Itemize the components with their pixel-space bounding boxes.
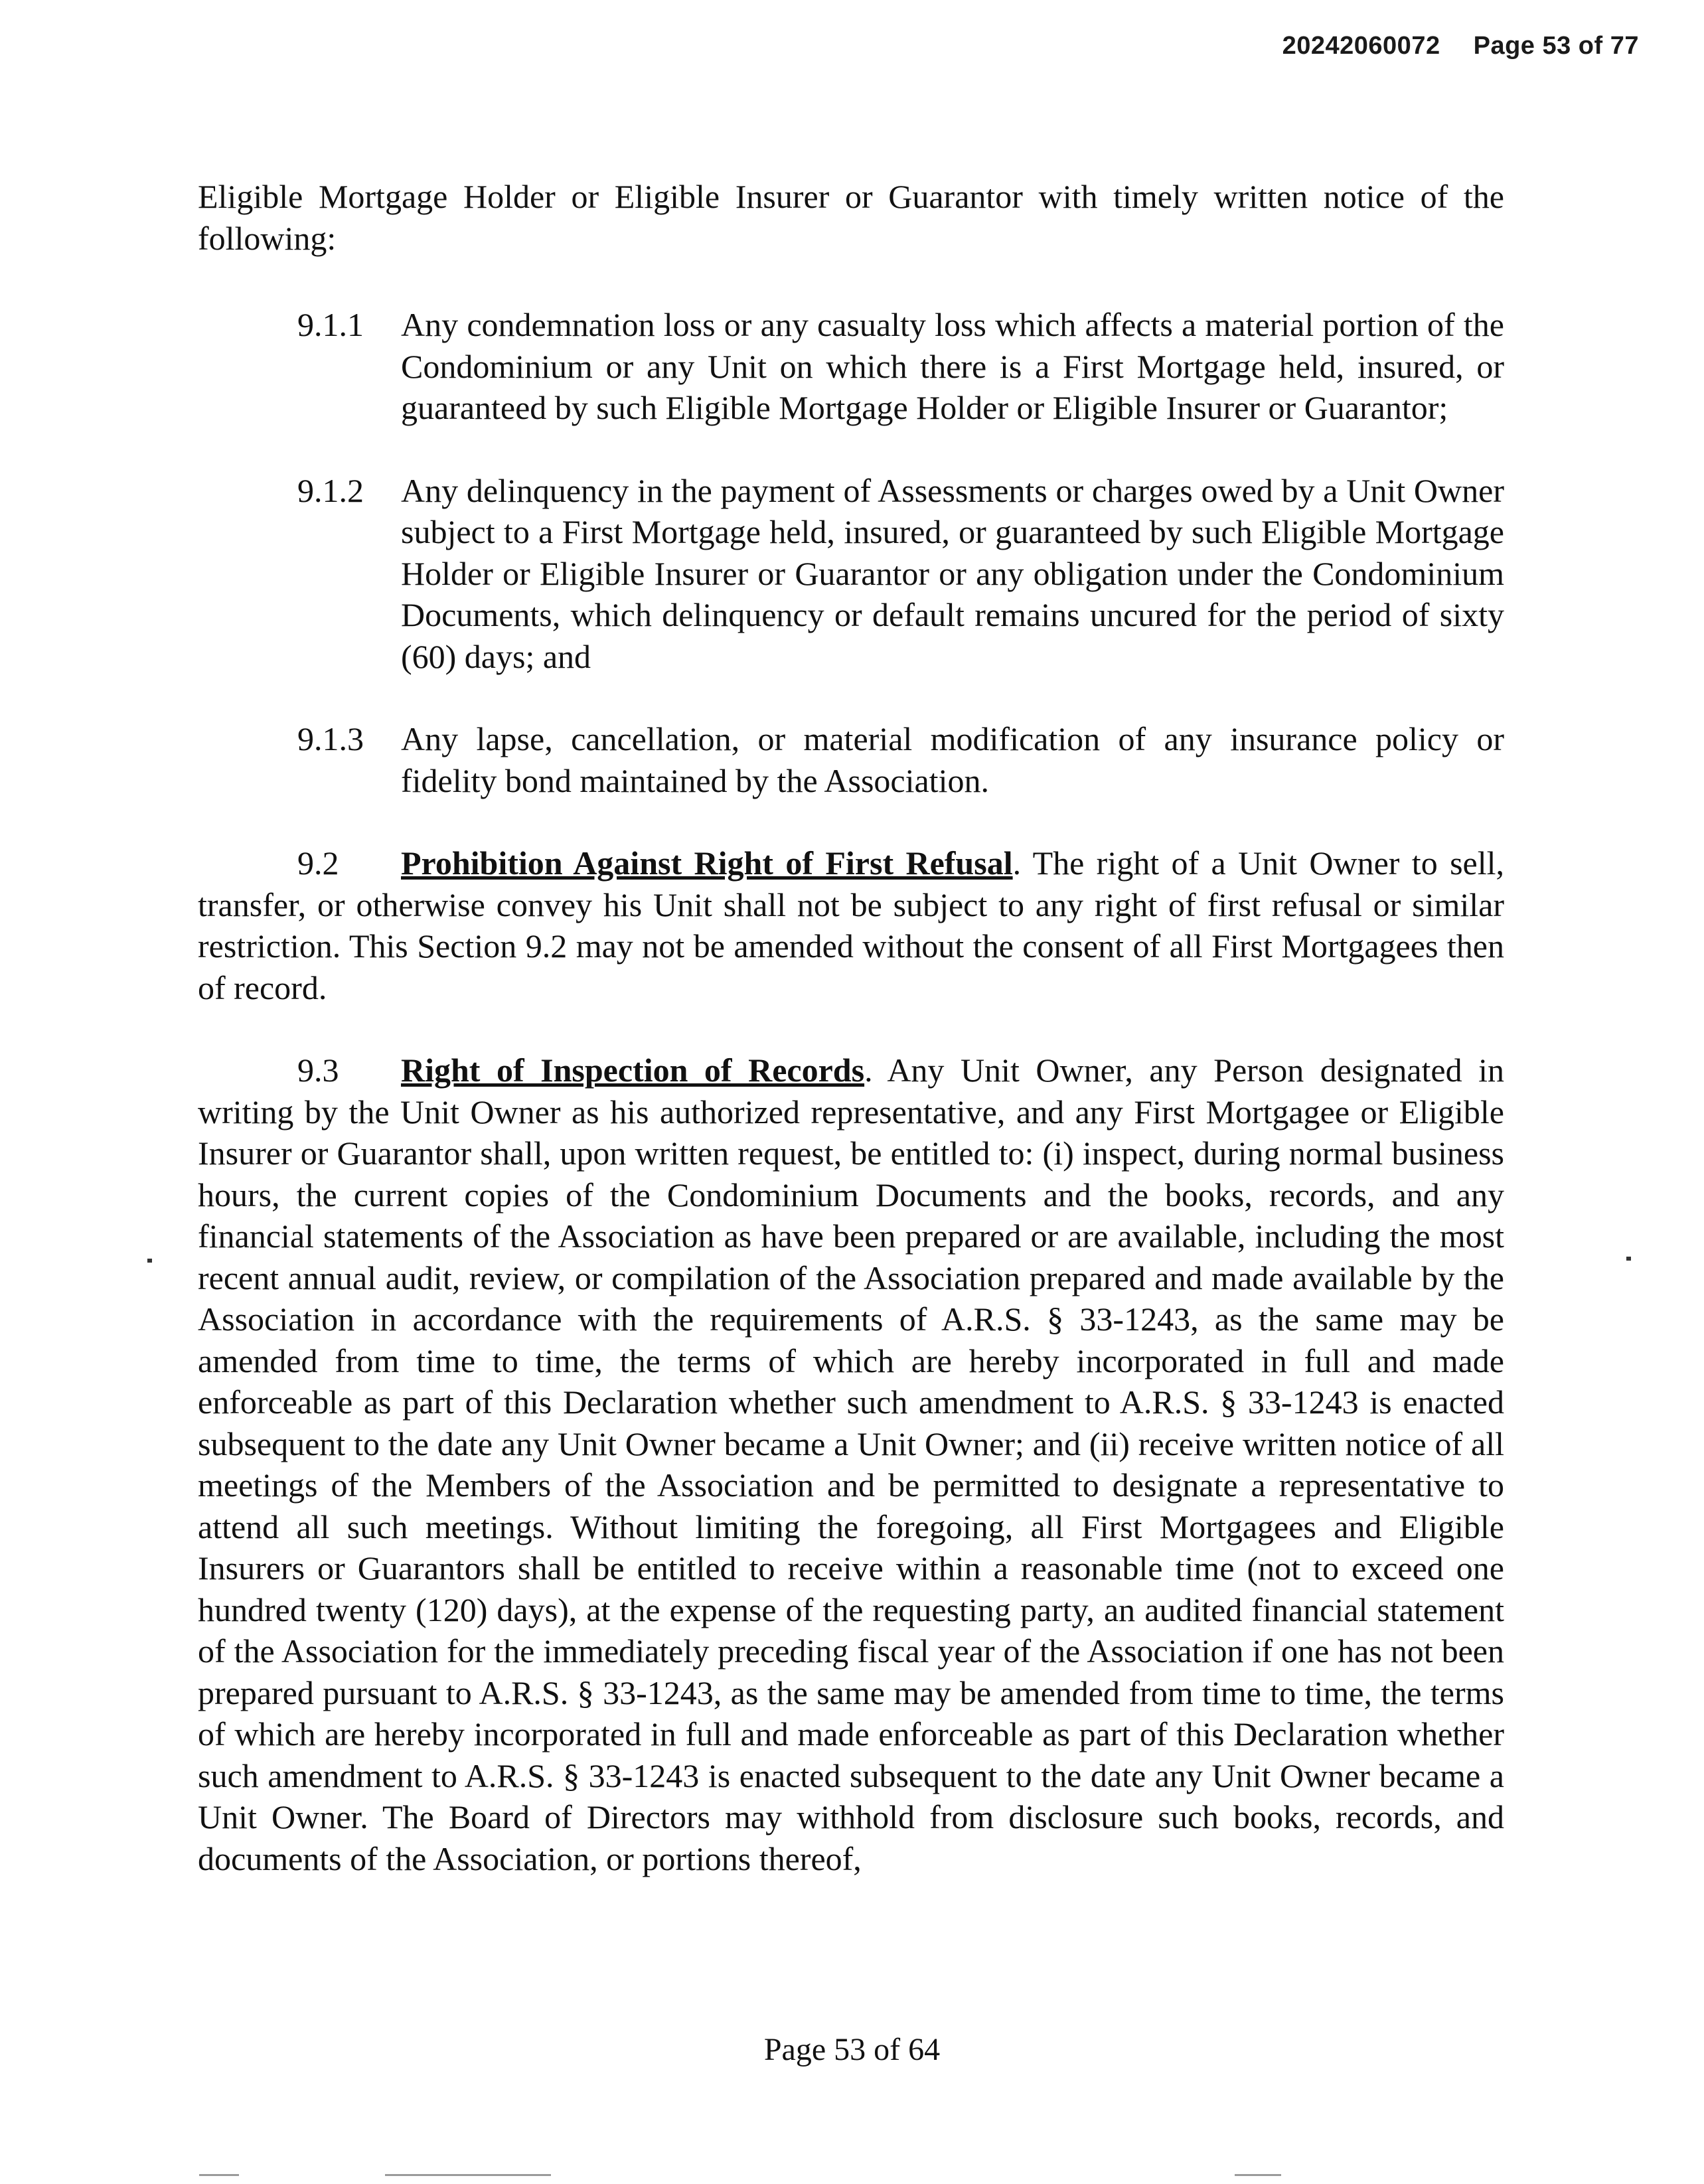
section-number: 9.3 [297, 1052, 339, 1089]
page-footer: Page 53 of 64 [763, 2032, 941, 2067]
section-heading: Right of Inspection of Records [401, 1052, 865, 1089]
scan-artifact [199, 2174, 239, 2176]
subsection-number: 9.1.1 [297, 306, 364, 343]
subsection-number: 9.1.2 [297, 471, 364, 509]
subsection-9-1-1 [198, 304, 1504, 429]
scan-artifact [385, 2174, 551, 2176]
recording-page-label: Page 53 of 77 [1473, 32, 1639, 60]
scan-speck [1626, 1257, 1631, 1261]
section-heading: Prohibition Against Right of First Refusal [401, 844, 1013, 882]
intro-paragraph: Eligible Mortgage Holder or Eligible Insurer or Guarantor with timely written notice of the following: [198, 178, 1504, 257]
section-number: 9.2 [297, 844, 339, 882]
subsection-9-1-2 [198, 470, 1504, 678]
section-text: . Any Unit Owner, any Person designated in writing by the Unit Owner as his authorized representative, and any First Mortgagee or Eligible Insurer or Guarantor shall, upon written request, be entitled to: (i) inspect, during normal business hours, the current copies of the Condominium Documents and the books, records, and any financial statements of the Association as have been prepared or are available, including the most recent annual audit, review, or compilation of the Association prepared and made available by the Association in accordance with the requirements of A.R.S. § 33-1243, as the same may be amended from time to time, the terms of which are hereby incorporated in full and made enforceable as part of this Declaration whether such amendment to A.R.S. § 33-1243 is enacted subsequent to the date any Unit Owner became a Unit Owner; and (ii) receive written notice of all meetings of the Members of the Association and be permitted to designate a representative to attend all such meetings. Without limiting the foregoing, all First Mortgagees and Eligible Insurers or Guarantors shall be entitled to receive within a reasonable time (not to exceed one hundred twenty (120) days), at the expense of the requesting party, an audited financial statement of the Association for the immediately preceding fiscal year of the Association if one has not been prepared pursuant to A.R.S. § 33-1243, as the same may be amended from time to time, the terms of which are hereby incorporated in full and made enforceable as part of this Declaration whether such amendment to A.R.S. § 33-1243 is enacted subsequent to the date any Unit Owner became a Unit Owner. The Board of Directors may withhold from disclosure such books, records, and documents of the Association, or portions thereof, [198, 1052, 1505, 1877]
scan-artifact [1235, 2174, 1281, 2176]
section-text: . The right of a Unit Owner to sell, transfer, or otherwise convey his Unit shall not be subject to any right of first refusal or similar restriction. This Section 9.2 may not be amended without the consent of all First Mortgagees then of record. [198, 844, 1505, 1006]
section-9-2 [198, 842, 1504, 1008]
scan-speck [147, 1259, 152, 1263]
subsection-9-1-3 [198, 718, 1504, 801]
section-9-3 [198, 1050, 1504, 1879]
subsection-text: Any lapse, cancellation, or material modification of any insurance policy or fidelity bond maintained by the Association. [401, 720, 1504, 799]
document-body [198, 176, 1504, 1920]
subsection-number: 9.1.3 [297, 720, 364, 757]
recording-number: 20242060072 [1282, 32, 1440, 60]
subsection-text: Any condemnation loss or any casualty loss which affects a material portion of the Condominium or any Unit on which there is a First Mortgage held, insured, or guaranteed by such Eligible Mortgage Holder or Eligible Insurer or Guarantor; [401, 306, 1504, 426]
subsection-text: Any delinquency in the payment of Assessments or charges owed by a Unit Owner subject to a First Mortgage held, insured, or guaranteed by such Eligible Mortgage Holder or Eligible Insurer or Guarantor or any obligation under the Condominium Documents, which delinquency or default remains uncured for the period of sixty (60) days; and [401, 471, 1504, 675]
recording-header [1282, 32, 1639, 60]
